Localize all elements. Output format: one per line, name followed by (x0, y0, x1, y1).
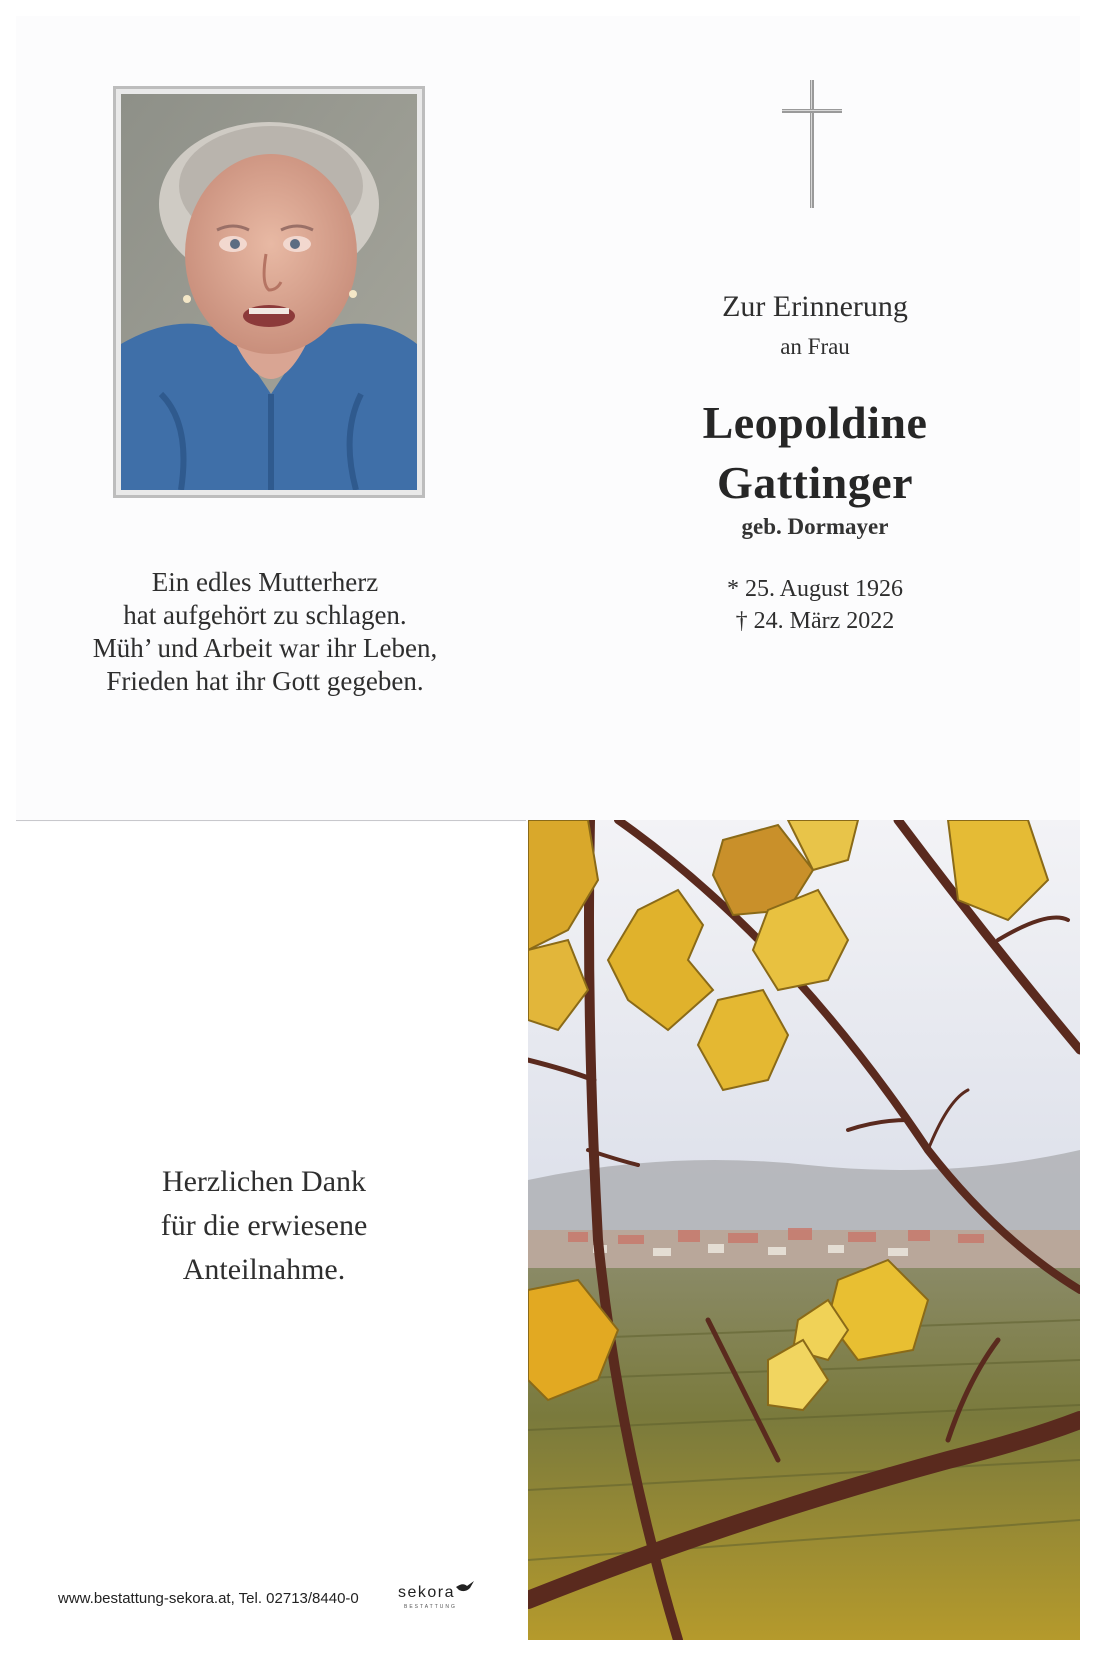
bird-icon (455, 1580, 475, 1594)
portrait-image (121, 94, 417, 490)
birth-name: geb. Dormayer (741, 514, 889, 539)
brand-name: sekora (398, 1584, 456, 1601)
undertaker-contact: www.bestattung-sekora.at, Tel. 02713/8440-0 (58, 1590, 359, 1607)
portrait-photo (113, 86, 425, 498)
birth-date: * 25. August 1926 (726, 576, 903, 602)
deceased-last-name: Gattinger (716, 457, 914, 508)
poem-line: Ein edles Mutterherz (151, 567, 379, 597)
poem (60, 566, 470, 698)
vineyard-photo (528, 820, 1080, 1640)
brand-subtitle: BESTATTUNG (404, 1604, 457, 1610)
thanks-line: Anteilnahme. (182, 1253, 346, 1286)
death-date: † 24. März 2022 (735, 608, 895, 634)
thanks-message (90, 1160, 438, 1292)
memorial-salutation: an Frau (780, 334, 850, 359)
thanks-line: Herzlichen Dank (161, 1165, 367, 1198)
fold-line (16, 820, 526, 821)
memorial-heading: Zur Erinnerung (722, 290, 908, 323)
thanks-line: für die erwiesene (160, 1209, 368, 1242)
poem-line: Frieden hat ihr Gott gegeben. (106, 666, 424, 696)
cross-icon (780, 80, 844, 208)
poem-line: Müh’ und Arbeit war ihr Leben, (92, 633, 438, 663)
poem-line: hat aufgehört zu schlagen. (123, 600, 407, 630)
deceased-first-name: Leopoldine (702, 397, 928, 448)
